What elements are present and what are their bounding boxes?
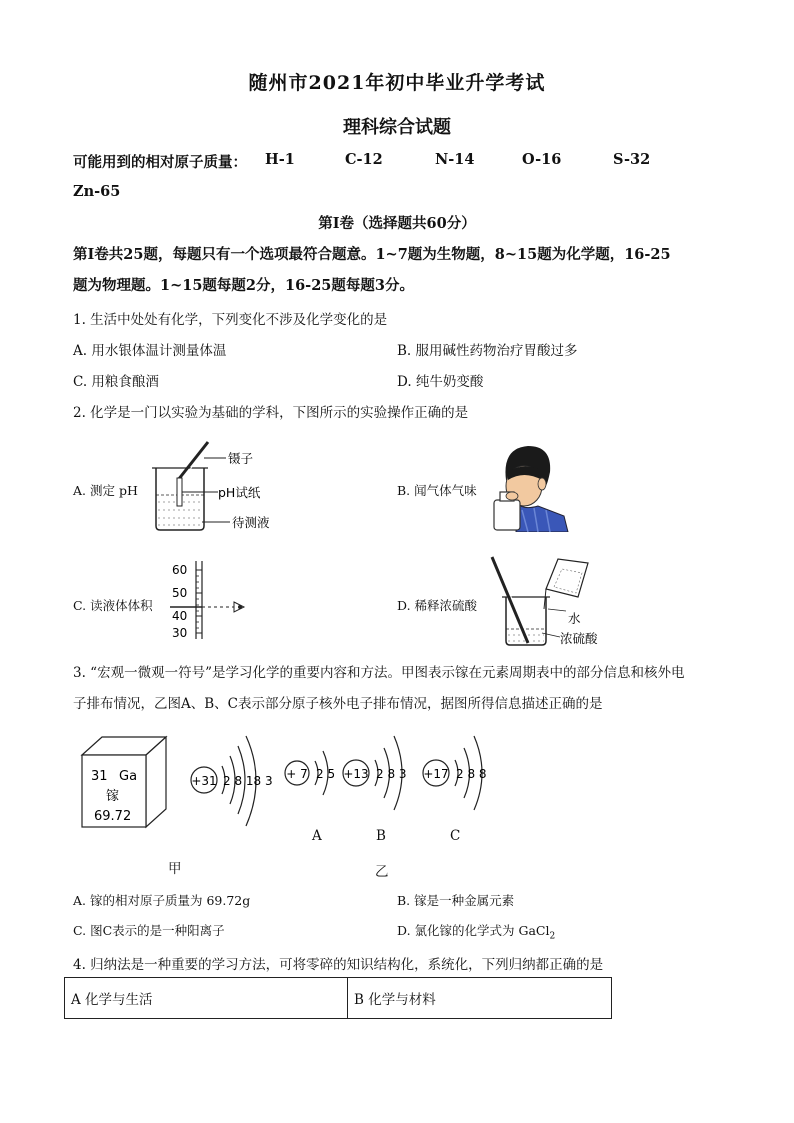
atom-a-nucleus: + 7 — [286, 767, 308, 781]
atomic-mass-n: N-14 — [435, 151, 475, 168]
gallium-atom-structure — [188, 722, 278, 842]
section-intro-line2: 题为物理题。1~15题每题2分，16-25题每题3分。 — [73, 277, 414, 294]
q1-option-d: D. 纯牛奶变酸 — [397, 374, 484, 390]
element-number: 31 — [91, 769, 108, 784]
q2-option-d: D. 稀释浓硫酸 — [397, 598, 478, 613]
element-mass: 69.72 — [94, 809, 132, 824]
q1-option-c: C. 用粮食酿酒 — [73, 374, 159, 390]
q1-option-b: B. 服用碱性药物治疗胃酸过多 — [397, 343, 578, 359]
q3-option-d-subscript: 2 — [549, 931, 556, 942]
q4-cell-a: A 化学与生活 — [65, 978, 348, 1019]
q4-table — [64, 977, 612, 1019]
smell-gas-figure — [488, 440, 573, 532]
q2-option-a: A. 测定 pH — [73, 483, 138, 498]
gallium-shells: 2 8 18 3 — [223, 774, 273, 788]
cylinder-reading-figure — [166, 557, 256, 642]
atom-c-structure — [420, 722, 500, 822]
atomic-mass-label: 可能用到的相对原子质量： — [73, 154, 247, 171]
atomic-mass-s: S-32 — [613, 151, 651, 168]
q4-stem: 4. 归纳法是一种重要的学习方法，可将零碎的知识结构化，系统化，下列归纳都正确的是 — [73, 957, 604, 973]
q3-option-d-text: D. 氯化镓的化学式为 GaCl — [397, 923, 550, 938]
caption-yi: 乙 — [375, 864, 389, 880]
atom-b-structure — [340, 722, 420, 822]
label-conc-acid: 浓硫酸 — [560, 631, 598, 646]
caption-jia: 甲 — [168, 861, 182, 877]
dilute-acid-figure — [488, 553, 613, 649]
atomic-mass-o: O-16 — [522, 151, 562, 168]
element-symbol: Ga — [119, 769, 138, 784]
section-intro-line1: 第Ⅰ卷共25题，每题只有一个选项最符合题意。1~7题为生物题，8~15题为化学题，16-25 — [73, 246, 671, 263]
q3-stem-line1: 3. “宏观一微观一符号”是学习化学的重要内容和方法。甲图表示镓在元素周期表中的部分信息和核外电 — [73, 665, 685, 681]
q3-option-d — [397, 921, 555, 942]
atom-a-structure — [283, 735, 345, 815]
q3-option-c: C. 图C表示的是一种阳离子 — [73, 923, 225, 938]
atom-a-shells: 2 5 — [316, 767, 336, 781]
q3-stem-line2: 子排布情况，乙图A、B、C表示部分原子核外电子排布情况，据图所得信息描述正确的是 — [73, 696, 603, 712]
label-water: 水 — [568, 611, 581, 626]
tick-50: 50 — [172, 586, 188, 600]
tick-60: 60 — [172, 563, 188, 577]
atom-b-nucleus: +13 — [343, 767, 369, 781]
gallium-nucleus: +31 — [191, 774, 217, 788]
exam-subtitle: 理科综合试题 — [343, 117, 451, 138]
q2-option-b: B. 闻气体气味 — [397, 483, 477, 498]
atom-c-shells: 2 8 8 — [456, 767, 487, 781]
tick-30: 30 — [172, 626, 188, 640]
q4-cell-b: B 化学与材料 — [348, 978, 612, 1019]
label-ph-paper: pH试纸 — [218, 485, 261, 500]
label-test-liquid: 待测液 — [232, 515, 270, 530]
element-cell-gallium — [78, 733, 170, 831]
element-name: 镓 — [106, 789, 120, 804]
section-title: 第Ⅰ卷（选择题共60分） — [318, 215, 476, 232]
ph-test-figure — [148, 440, 278, 535]
exam-title: 随州市2021年初中毕业升学考试 — [248, 72, 546, 94]
table-row — [65, 978, 612, 1019]
q1-stem: 1. 生活中处处有化学，下列变化不涉及化学变化的是 — [73, 312, 388, 328]
atom-c-label: C — [450, 828, 461, 844]
q3-option-b: B. 镓是一种金属元素 — [397, 893, 515, 908]
atomic-mass-h: H-1 — [265, 151, 295, 168]
q3-option-a: A. 镓的相对原子质量为 69.72g — [73, 893, 251, 908]
atom-a-label: A — [312, 828, 322, 844]
atomic-mass-zn: Zn-65 — [73, 183, 121, 200]
atomic-mass-c: C-12 — [345, 151, 383, 168]
q2-option-c: C. 读液体体积 — [73, 598, 153, 613]
label-tweezers: 镊子 — [228, 451, 254, 466]
q1-option-a: A. 用水银体温计测量体温 — [73, 343, 227, 359]
atom-b-label: B — [376, 828, 386, 844]
atom-c-nucleus: +17 — [423, 767, 449, 781]
q2-stem: 2. 化学是一门以实验为基础的学科，下图所示的实验操作正确的是 — [73, 405, 469, 421]
atom-b-shells: 2 8 3 — [376, 767, 407, 781]
tick-40: 40 — [172, 609, 188, 623]
